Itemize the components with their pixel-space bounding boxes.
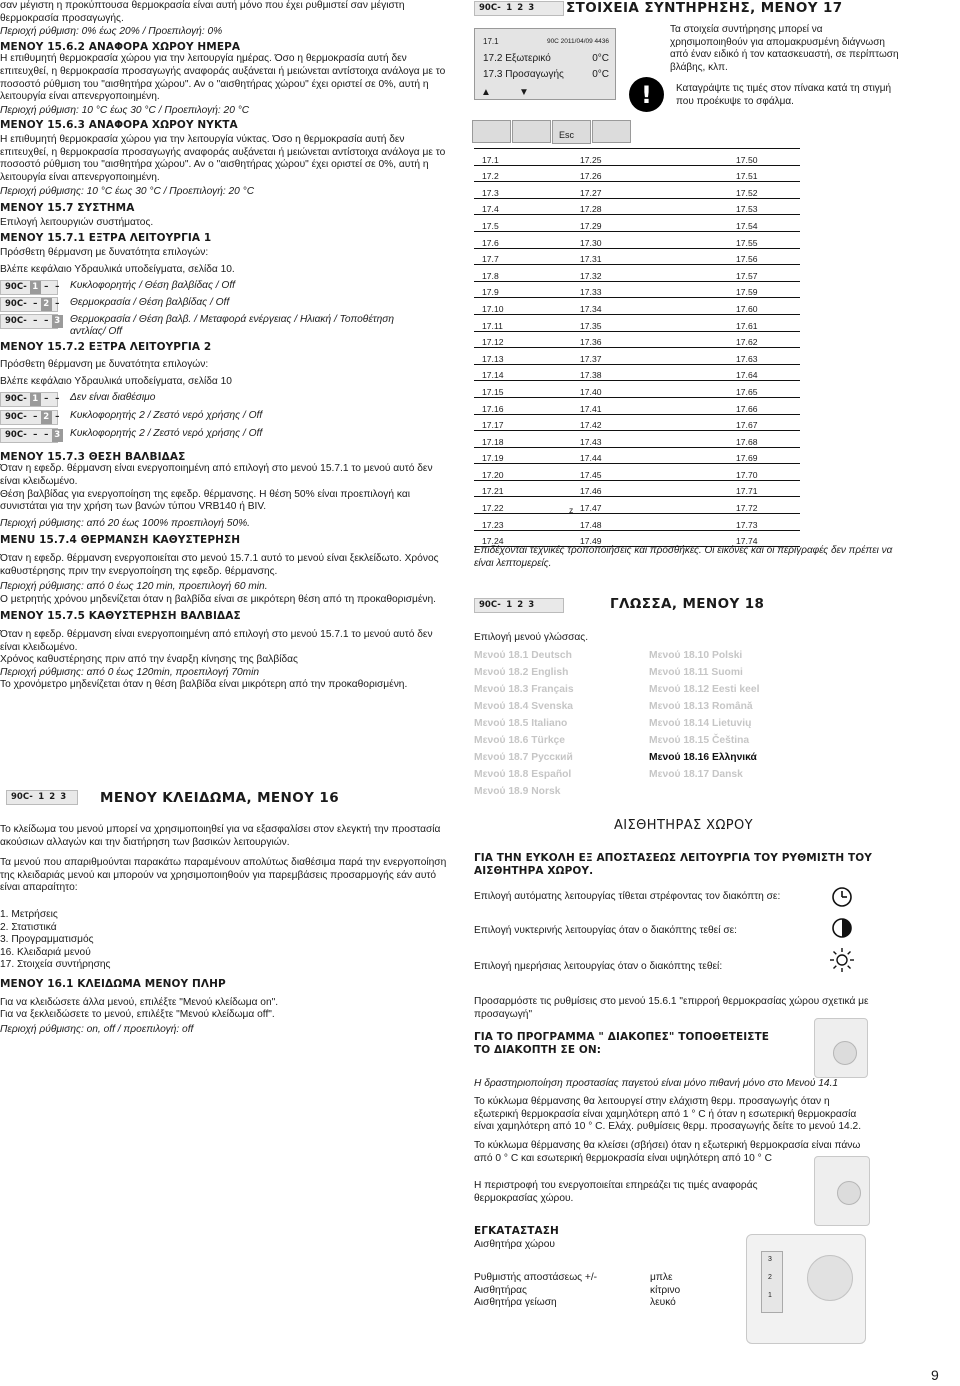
menu-code-badge: 90C- 1 – –	[0, 392, 58, 407]
menu17-note2: Καταγράψτε τις τιμές στον πίνακα κατά τη στιγμή που προέκυψε το σφάλμα.	[676, 83, 892, 107]
text-1575c: Το χρονόμετρο μηδενίζεται όταν η θέση βαλβίδα είναι μικρότερη από την προκαθορισμένη.	[0, 679, 408, 691]
list-item: 1. Μετρήσεις	[0, 908, 58, 920]
table-cell: 17.57	[728, 265, 800, 282]
heading-161: ΜΕΝΟΥ 16.1 ΚΛΕΙΔΩΜΑ ΜΕΝΟΥ ΠΛΗΡ	[0, 977, 226, 990]
table-row	[474, 331, 800, 348]
table-cell: 17.44	[572, 447, 728, 464]
language-option[interactable]: Μενού 18.4 Svenska	[474, 701, 574, 712]
table-cell: 17.51	[728, 165, 800, 182]
table-cell: 17.72	[728, 497, 800, 514]
table-cell: 17.60	[728, 298, 800, 315]
text-161a: Για να κλειδώσετε άλλα μενού, επιλέξτε "Μενού κλείδωμα on".	[0, 996, 279, 1008]
text-1575b: Χρόνος καθυστέρησης πριν από την έναρξη κίνησης της βαλβίδας	[0, 654, 298, 666]
heading-1573: ΜΕΝΟΥ 15.7.3 ΘΕΣΗ ΒΑΛΒΙΔΑΣ	[0, 450, 186, 463]
table-cell: 17.61	[728, 314, 800, 331]
option-text: Δεν είναι διαθέσιμο	[70, 391, 156, 403]
wiring-row	[474, 1297, 704, 1310]
table-cell: 17.22	[474, 497, 572, 514]
table-cell: 17.41	[572, 397, 728, 414]
table-row	[474, 215, 800, 232]
text-16a: Το κλείδωμα του μενού μπορεί να χρησιμοποιηθεί για να εξασφαλίσει στον ελεγκτή την προστασία ακούσιων αλλαγών και την διατήρηση των βασικών λειτουργιών.	[0, 824, 441, 848]
language-option[interactable]: Μενού 18.13 Română	[649, 701, 753, 712]
table-cell: 17.56	[728, 248, 800, 265]
page-number: 9	[931, 1367, 939, 1383]
table-row	[474, 182, 800, 199]
thermostat-knob[interactable]	[837, 1181, 861, 1205]
frost-text-1: Το κύκλωμα θέρμανσης θα λειτουργεί στην ελάχιστη θερμ. προσαγωγής όταν η εξωτερική θερμοκρασία είναι χαμηλότερη από 1 ° C ή όταν η εσωτερική θερμοκρασία είναι χαμηλότερη από 10 ° C. Ελάχ. ρυθμίσεις θερμ. προσαγωγής δείτε το μενού 14.2.	[474, 1096, 862, 1133]
lcd-row-value: 0°C	[592, 69, 609, 80]
table-cell: 17.4	[474, 198, 572, 215]
language-option[interactable]: Μενού 18.8 Español	[474, 769, 572, 780]
table-cell: 17.5	[474, 215, 572, 232]
table-cell: 17.21	[474, 480, 572, 497]
frost-text-2: Το κύκλωμα θέρμανσης θα κλείσει (σβήσει) όταν η εξωτερική θερμοκρασία είναι πάνω από 0 ° C και εσωτερική θερμοκρασία είναι υψηλότερη από 10 ° C	[474, 1140, 861, 1164]
lcd-row-label: 17.2 Εξωτερικό	[483, 53, 551, 64]
table-cell: 17.48	[572, 514, 728, 531]
menu16-section	[0, 824, 448, 1036]
language-list-right	[649, 647, 759, 783]
device-button-right[interactable]	[592, 120, 631, 143]
menu16-header	[6, 789, 446, 809]
table-cell: 17.24	[474, 530, 572, 547]
wiring-color: κίτρινο	[650, 1284, 681, 1296]
language-option[interactable]: Μενού 18.11 Suomi	[649, 667, 743, 678]
text-1571a: Πρόσθετη θέρμανση με δυνατότητα επιλογών:	[0, 246, 209, 258]
option-row	[0, 428, 448, 443]
language-option[interactable]: Μενού 18.1 Deutsch	[474, 650, 572, 661]
table-cell: 17.3	[474, 182, 572, 199]
intro-text: σαν μέγιστη η προκύπτουσα θερμοκρασία είναι αυτή μόνο που έχει ρυθμιστεί σαν μέγιστη θερμοκρασία προσαγωγής.	[0, 0, 405, 24]
menu-code-badge: 90C- – 2 –	[0, 297, 58, 312]
table-cell: 17.70	[728, 464, 800, 481]
table-cell: 17.31	[572, 248, 728, 265]
menu18-intro: Επιλογή μενού γλώσσας.	[474, 632, 589, 643]
range-161: Περιοχή ρύθμισης: on, off / προεπιλογή: off	[0, 1023, 194, 1035]
menu17-note1: Τα στοιχεία συντήρησης μπορεί να χρησιμοποιηθούν για απομακρυσμένη διάγνωση από έναν ειδικό ή τον κατασκευαστή, σε περίπτωση βλάβης, κλπ.	[670, 24, 899, 73]
table-cell: 17.38	[572, 364, 728, 381]
stray-mark: z	[569, 505, 574, 515]
room-sensor-image	[814, 1018, 868, 1078]
language-option[interactable]: Μενού 18.15 Čeština	[649, 735, 750, 746]
wiring-color: μπλε	[650, 1272, 673, 1283]
table-cell: 17.64	[728, 364, 800, 381]
option-text: Κυκλοφορητής / Θέση βαλβίδας / Off	[70, 279, 235, 291]
range-1575: Περιοχή ρύθμισης: από 0 έως 120min, προεπιλογή 70min	[0, 666, 260, 678]
lcd-row-value: 90C 2011/04/09 4436	[546, 38, 609, 45]
sensor-auto-text: Επιλογή αυτόματης λειτουργίας τίθεται στρέφοντας τον διακόπτη σε:	[474, 891, 781, 902]
lcd-row	[483, 53, 609, 64]
menu-code-badge: 90C- 1 2 3	[6, 790, 78, 805]
option-text: Θερμοκρασία / Θέση βαλβίδας / Off	[70, 296, 230, 308]
option-row	[0, 297, 448, 312]
sun-icon	[829, 947, 855, 973]
language-option[interactable]: Μενού 18.7 Русский	[474, 752, 573, 763]
table-cell: 17.55	[728, 231, 800, 248]
wiring-label: Αισθητήρα γείωση	[474, 1297, 557, 1309]
device-button-left[interactable]	[472, 120, 511, 143]
menu-code-badge: 90C- – – 3	[0, 428, 58, 443]
sensor-adjust-text: Προσαρμόστε τις ρυθμίσεις στο μενού 15.6.1 "επιρροή θερμοκρασίας χώρου σχετικά με προσαγωγή"	[474, 996, 869, 1020]
table-cell: 17.13	[474, 348, 572, 365]
table-cell: 17.40	[572, 381, 728, 398]
list-16	[0, 909, 448, 972]
table-row	[474, 348, 800, 365]
text-1562: Η επιθυμητή θερμοκρασία χώρου για την λειτουργία ημέρας. Όσο η θερμοκρασία αυτή δεν επιτευχθεί, η θερμοκρασία προσαγωγής αναφοράς αυξάνεται ή μειώνεται αντίστοιχα ανάλογα με το ποσοστό ρύθμιση του "αισθητήρα χώρου". Αν ο "αισθητήρας χώρου" έχει οριστεί σε 0%, αυτή η λειτουργία είναι απενεργοποιημένη.	[0, 53, 446, 103]
table-note: Επιδέχονται τεχνικές τροποποιήσεις και προσθήκες. Οι εικόνες και οι περιγραφές δεν πρέπει να είναι λεπτομερείς.	[474, 545, 893, 569]
lcd-display	[474, 28, 616, 100]
table-cell: 17.36	[572, 331, 728, 348]
table-cell: 17.10	[474, 298, 572, 315]
table-row	[474, 397, 800, 414]
table-row	[474, 480, 800, 497]
list-item: 2. Στατιστικά	[0, 921, 57, 933]
table-cell: 17.12	[474, 331, 572, 348]
table-row	[474, 165, 800, 182]
table-cell: 17.20	[474, 464, 572, 481]
table-cell: 17.2	[474, 165, 572, 182]
table-row	[474, 497, 800, 514]
install-subtitle: Αισθητήρα χώρου	[474, 1239, 555, 1250]
thermostat-knob[interactable]	[833, 1041, 857, 1065]
menu18-title: ΓΛΩΣΣΑ, ΜΕΝΟΥ 18	[610, 596, 765, 612]
warning-icon: !	[629, 77, 664, 112]
table-cell: 17.63	[728, 348, 800, 365]
text-1572a: Πρόσθετη θέρμανση με δυνατότητα επιλογών:	[0, 358, 209, 370]
table-row	[474, 265, 800, 282]
wiring-list	[474, 1272, 704, 1310]
table-cell: 17.68	[728, 431, 800, 448]
text-16b: Τα μενού που απαριθμούνται παρακάτω παραμένουν απολύτως διαθέσιμα παρά την ενεργοποίηση της κλειδαριάς μενού και μπορούν να χρησιμοποιηθούν για παρεμβάσεις προσαρμογής εάν αυτό είναι απαραίτητο:	[0, 857, 447, 894]
list-item: 17. Στοιχεία συντήρησης	[0, 959, 111, 971]
language-option[interactable]: Μενού 18.16 Ελληνικά	[649, 752, 757, 763]
text-1574a: Όταν η εφεδρ. θέρμανση ενεργοποιείται στο μενού 15.7.1 αυτό το μενού είναι ξεκλείδωτο. Χρόνος καθυστέρησης πριν την ενεργοποίηση της εφεδρ. θέρμανσης.	[0, 553, 439, 577]
heading-157: ΜΕΝΟΥ 15.7 ΣΥΣΤΗΜΑ	[0, 201, 135, 214]
table-cell: 17.37	[572, 348, 728, 365]
option-text: Θερμοκρασία / Θέση βαλβ. / Μεταφορά ενέργειας / Ηλιακή / Τοποθέτηση αντλίας/ Off	[70, 313, 395, 338]
lcd-row-value: 0°C	[592, 53, 609, 64]
table-cell: 17.1	[474, 149, 572, 166]
lcd-row	[483, 37, 609, 46]
table-cell: 17.7	[474, 248, 572, 265]
heading-1562: ΜΕΝΟΥ 15.6.2 ΑΝΑΦΟΡΑ ΧΩΡΟΥ ΗΜΕΡΑ	[0, 40, 241, 53]
table-cell: 17.65	[728, 381, 800, 398]
table-cell: 17.27	[572, 182, 728, 199]
table-cell: 17.32	[572, 265, 728, 282]
option-row	[0, 314, 448, 339]
sensor-day-text: Επιλογή ημερήσιας λειτουργίας όταν ο διακόπτης τεθεί:	[474, 961, 723, 972]
table-cell: 17.33	[572, 281, 728, 298]
menu-code-badge: 90C- 1 2 3	[474, 1, 564, 16]
language-option[interactable]: Μενού 18.14 Lietuvių	[649, 718, 752, 729]
table-cell: 17.9	[474, 281, 572, 298]
table-cell: 17.17	[474, 414, 572, 431]
menu-code-badge: 90C- 1 – –	[0, 280, 58, 295]
table-cell: 17.23	[474, 514, 572, 531]
sensor-title: ΑΙΣΘΗΤΗΡΑΣ ΧΩΡΟΥ	[614, 818, 753, 833]
table-cell: 17.73	[728, 514, 800, 531]
table-cell: 17.49	[572, 530, 728, 547]
left-column	[0, 0, 448, 692]
table-cell: 17.25	[572, 149, 728, 166]
room-sensor-image	[814, 1156, 870, 1226]
menu16-title: ΜΕΝΟΥ ΚΛΕΙΔΩΜΑ, ΜΕΝΟΥ 16	[100, 790, 339, 806]
range-1561: Περιοχή ρύθμιση: 0% έως 20% / Προεπιλογή: 0%	[0, 26, 223, 38]
list-item: 16. Κλειδαριά μενού	[0, 946, 91, 958]
table-cell: 17.14	[474, 364, 572, 381]
text-1573a: Όταν η εφεδρ. θέρμανση είναι ενεργοποιημένη από επιλογή στο μενού 15.7.1 το μενού αυτό δεν είναι κλειδωμένο.	[0, 463, 433, 488]
table-row	[474, 281, 800, 298]
menu-code-badge: 90C- 1 2 3	[474, 598, 564, 613]
esc-button[interactable]	[552, 120, 591, 144]
text-1575a: Όταν η εφεδρ. θέρμανση είναι ενεργοποιημένη από επιλογή στο μενού 15.7.1 το μενού αυτό δεν είναι κλειδωμένο.	[0, 628, 433, 653]
install-heading: ΕΓΚΑΤΑΣΤΑΣΗ	[474, 1225, 559, 1237]
terminal-label: 1	[768, 1292, 772, 1299]
table-cell: 17.54	[728, 215, 800, 232]
language-option[interactable]: Μενού 18.9 Norsk	[474, 786, 561, 797]
terminal-label: 3	[768, 1256, 772, 1263]
lcd-row-label: 17.3 Προσαγωγής	[483, 69, 564, 80]
table-row	[474, 364, 800, 381]
table-cell: 17.66	[728, 397, 800, 414]
terminal-block	[761, 1251, 783, 1313]
service-values-table	[474, 148, 800, 547]
text-1573b: Θέση βαλβίδας για ενεργοποίηση της εφεδρ. θέρμανσης. Η θέση 50% είναι προεπιλογή και συνιστάται για την χρήση των βανών τύπου VRB140 ή BIV.	[0, 488, 410, 513]
down-arrow-icon: ▼	[519, 87, 529, 98]
option-text: Κυκλοφορητής 2 / Ζεστό νερό χρήσης / Off	[70, 427, 263, 439]
range-1562: Περιοχή ρύθμιση: 10 °C έως 30 °C / Προεπιλογή: 20 °C	[0, 104, 250, 116]
table-row	[474, 314, 800, 331]
table-row	[474, 198, 800, 215]
menu17-title: ΣΤΟΙΧΕΙΑ ΣΥΝΤΗΡΗΣΗΣ, ΜΕΝΟΥ 17	[566, 0, 843, 16]
heading-1572: ΜΕΝΟΥ 15.7.2 ΕΞΤΡΑ ΛΕΙΤΟΥΡΓΙΑ 2	[0, 341, 212, 354]
sensor-housing-image	[746, 1234, 866, 1344]
language-option[interactable]: Μενού 18.17 Dansk	[649, 769, 743, 780]
text-1571b: Βλέπε κεφάλαιο Υδραυλικά υποδείγματα, σελίδα 10.	[0, 264, 235, 276]
language-option[interactable]: Μενού 18.5 Italiano	[474, 718, 568, 729]
wiring-row	[474, 1285, 704, 1298]
lcd-row-label: 17.1	[483, 37, 499, 46]
table-cell: 17.46	[572, 480, 728, 497]
table-cell: 17.59	[728, 281, 800, 298]
language-option[interactable]: Μενού 18.6 Türkçe	[474, 735, 566, 746]
up-arrow-icon: ▲	[481, 87, 491, 98]
table-cell: 17.67	[728, 414, 800, 431]
table-cell: 17.74	[728, 530, 800, 547]
table-cell: 17.11	[474, 314, 572, 331]
table-cell: 17.28	[572, 198, 728, 215]
table-cell: 17.53	[728, 198, 800, 215]
table-row	[474, 431, 800, 448]
table-row	[474, 248, 800, 265]
table-row	[474, 447, 800, 464]
options-1571	[0, 280, 448, 339]
table-cell: 17.52	[728, 182, 800, 199]
clock-icon	[831, 886, 853, 908]
table-cell: 17.42	[572, 414, 728, 431]
text-1572b: Βλέπε κεφάλαιο Υδραυλικά υποδείγματα, σελίδα 10	[0, 376, 232, 388]
option-row	[0, 280, 448, 295]
table-cell: 17.69	[728, 447, 800, 464]
table-cell: 17.19	[474, 447, 572, 464]
text-157: Επιλογή λειτουργιών συστήματος.	[0, 216, 154, 228]
table-cell: 17.8	[474, 265, 572, 282]
table-cell: 17.50	[728, 149, 800, 166]
option-row	[0, 410, 448, 425]
table-row	[474, 414, 800, 431]
wiring-label: Αισθητήρας	[474, 1284, 527, 1296]
table-row	[474, 231, 800, 248]
range-1563: Περιοχή ρύθμισης: 10 °C έως 30 °C / Προεπιλογή: 20 °C	[0, 186, 255, 198]
sensor-night-text: Επιλογή νυκτερινής λειτουργίας όταν ο διακόπτης τεθεί σε:	[474, 925, 737, 936]
esc-label: Esc	[559, 130, 575, 140]
table-cell: 17.47	[572, 497, 728, 514]
table-cell: 17.43	[572, 431, 728, 448]
text-1563: Η επιθυμητή θερμοκρασία χώρου για την λειτουργία νύκτας. Όσο η θερμοκρασία αυτή δεν επιτευχθεί, η θερμοκρασία προσαγωγής αναφοράς αυξάνεται ή μειώνεται αντίστοιχα ανάλογα με το ποσοστό ρύθμιση του "αισθητήρα χώρου". Αν ο "αισθητήρας χώρου" έχει οριστεί σε 0%, αυτή η λειτουργία είναι απενεργοποιημένη.	[0, 133, 446, 183]
range-1573: Περιοχή ρύθμισης: από 20 έως 100% προεπιλογή 50%.	[0, 517, 251, 529]
table-cell: 17.35	[572, 314, 728, 331]
language-option[interactable]: Μενού 18.12 Eesti keel	[649, 684, 760, 695]
wiring-color: λευκό	[650, 1297, 676, 1309]
table-cell: 17.6	[474, 231, 572, 248]
terminal-label: 2	[768, 1274, 772, 1281]
options-1572	[0, 392, 448, 443]
table-row	[474, 298, 800, 315]
wiring-row	[474, 1272, 704, 1285]
moon-icon	[831, 917, 853, 939]
table-cell: 17.18	[474, 431, 572, 448]
table-row	[474, 149, 800, 166]
table-cell: 17.16	[474, 397, 572, 414]
sensor-heading: ΓΙΑ ΤΗΝ ΕΥΚΟΛΗ ΕΞ ΑΠΟΣΤΑΣΕΩΣ ΛΕΙΤΟΥΡΓΙΑ ΤΟΥ ΡΥΘΜΙΣΤΗ ΤΟΥ ΑΙΣΘΗΤΗΡΑ ΧΩΡΟΥ.	[474, 852, 873, 877]
device-button-middle[interactable]	[512, 120, 551, 143]
table-cell: 17.29	[572, 215, 728, 232]
frost-note: Η δραστηριοποίηση προστασίας παγετού είναι μόνο πιθανή μόνο στο Μενού 14.1	[474, 1078, 839, 1089]
option-row	[0, 392, 448, 407]
table-cell: 17.30	[572, 231, 728, 248]
heading-1574: MENU 15.7.4 ΘΕΡΜΑΝΣΗ ΚΑΘΥΣΤΕΡΗΣΗ	[0, 534, 241, 547]
list-item: 3. Προγραμματισμός	[0, 934, 94, 946]
menu-code-badge: 90C- – – 3	[0, 314, 58, 329]
table-cell: 17.15	[474, 381, 572, 398]
table-row	[474, 514, 800, 531]
table-cell: 17.62	[728, 331, 800, 348]
holiday-heading: ΓΙΑ ΤΟ ΠΡΟΓΡΑΜΜΑ " ΔΙΑΚΟΠΕΣ" ΤΟΠΟΘΕΤΕΙΣΤΕ ΤΟ ΔΙΑΚΟΠΤΗ ΣΕ ON:	[474, 1031, 770, 1056]
table-cell: 17.34	[572, 298, 728, 315]
language-list-left	[474, 647, 574, 800]
language-option[interactable]: Μενού 18.2 English	[474, 667, 569, 678]
text-1574b: Ο μετρητής χρόνου μηδενίζεται όταν η βαλβίδα είναι σε μικρότερη θέση από τη προκαθορισμένη.	[0, 593, 437, 605]
range-1574: Περιοχή ρύθμισης: από 0 έως 120 min, προεπιλογή 60 min.	[0, 581, 268, 593]
heading-1563: ΜΕΝΟΥ 15.6.3 ΑΝΑΦΟΡΑ ΧΩΡΟΥ ΝΥΚΤΑ	[0, 119, 238, 132]
menu-code-badge: 90C- – 2 –	[0, 410, 58, 425]
table-row	[474, 381, 800, 398]
table-cell: 17.71	[728, 480, 800, 497]
language-option[interactable]: Μενού 18.3 Français	[474, 684, 574, 695]
language-option[interactable]: Μενού 18.10 Polski	[649, 650, 743, 661]
table-cell: 17.45	[572, 464, 728, 481]
lcd-row	[483, 69, 609, 80]
sensor-body	[807, 1255, 853, 1301]
heading-1571: ΜΕΝΟΥ 15.7.1 ΕΞΤΡΑ ΛΕΙΤΟΥΡΓΙΑ 1	[0, 232, 212, 245]
text-161b: Για να ξεκλειδώσετε το μενού, επιλέξτε "Μενού κλείδωμα off".	[0, 1009, 275, 1021]
option-text: Κυκλοφορητής 2 / Ζεστό νερό χρήσης / Off	[70, 409, 263, 421]
table-cell: 17.26	[572, 165, 728, 182]
table-row	[474, 464, 800, 481]
reference-text: Η περιστροφή του ενεργοποιείται επηρεάζει τις τιμές αναφοράς θερμοκρασίας χώρου.	[474, 1180, 758, 1204]
wiring-label: Ρυθμιστής αποστάσεως +/-	[474, 1272, 598, 1283]
heading-1575: ΜΕΝΟΥ 15.7.5 ΚΑΘΥΣΤΕΡΗΣΗ ΒΑΛΒΙΔΑΣ	[0, 610, 241, 623]
